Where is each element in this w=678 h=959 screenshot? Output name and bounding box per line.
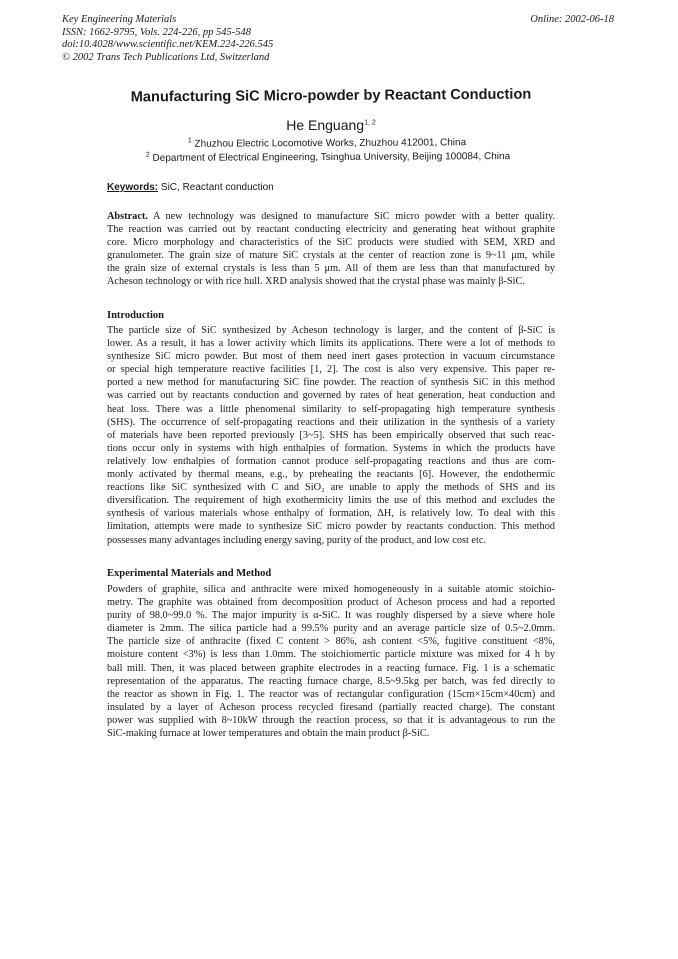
abstract-paragraph <box>107 210 555 289</box>
intro-line: possesses many advantages including energy saving, purity of the product, and low cost etc. <box>107 534 486 546</box>
copyright-line: © 2002 Trans Tech Publications Ltd, Switzerland <box>62 51 270 63</box>
experimental-heading: Experimental Materials and Method <box>107 568 272 579</box>
experimental-paragraph <box>107 583 555 740</box>
keywords-label: Keywords: <box>107 182 159 193</box>
exp-line: the reactor as shown in Fig. 1. The reactor was of rectangular configuration (15cm×15cm×40cm) and <box>107 688 555 700</box>
doi-line: doi:10.4028/www.scientific.net/KEM.224-226.545 <box>62 39 274 50</box>
intro-line: (SHS). The occurrence of self-propagating reactions and their utilization in the synthesis of a variety <box>107 416 555 428</box>
intro-line: of materials have been reported previously [3~5]. SHS has been empirically observed that such reac- <box>107 429 555 441</box>
author-superscript: 1, 2 <box>364 119 376 127</box>
intro-line: lower. As a result, it has a lower activity which limits its applications. There were a lot of methods to <box>107 338 555 350</box>
exp-line: SiC-making furnace at lower temperatures and obtain the main product β-SiC. <box>107 728 430 740</box>
intro-line: or special high temperature reactive facilities [1, 2]. The cost is also very expensive. This paper re- <box>107 364 555 376</box>
exp-line: insulated by a layer of Acheson process recycled firesand (partially reacted charge). The constant <box>107 701 555 713</box>
issn-line: ISSN: 1662-9795, Vols. 224-226, pp 545-548 <box>62 26 251 38</box>
abstract-line: the grain size of external crystals is less than 5 μm. All of them are less than that manufactured by <box>107 263 555 275</box>
affiliation-2 <box>0 150 667 165</box>
exp-line: power was supplied with 8~10kW through the reaction process, so that it is advantageous to run the <box>107 714 555 726</box>
intro-line: relatively low enthalpies of formation cannot produce self-propagating reactions and thus are com- <box>107 455 555 467</box>
affiliation-1-sup: 1 <box>187 137 192 145</box>
abstract-line: granulometer. The grain size of mature SiC crystals at the center of reaction zone is 9~11 μm, while <box>107 250 555 262</box>
exp-line: diameter is 2mm. The silica particle had a 99.5% purity and an average particle size of 0.5~2.0mm. <box>107 623 555 635</box>
author-line <box>0 117 670 133</box>
intro-line: heat loss. There was a little phenomenal similarity to self-propagating high temperature synthesis <box>107 403 555 415</box>
exp-line: representation of the apparatus. The reacting furnace charge, 8.5~9.5kg per batch, was fed directly to <box>107 675 555 687</box>
online-date: Online: 2002-06-18 <box>530 14 614 25</box>
abstract-line: Acheson technology or with rice hull. XRD analysis showed that the crystal phase was mainly β-SiC. <box>107 276 525 288</box>
abstract-line-text: A new technology was designed to manufacture SiC micro powder with a better quality. <box>152 211 555 222</box>
introduction-heading: Introduction <box>107 310 164 321</box>
exp-line: Powders of graphite, silica and anthracite were mixed homogeneously in a suitable atomic stoichio- <box>107 584 555 595</box>
intro-line: monly activated by thermal means, e.g., by preheating the reactants [6]. However, the endothermic <box>107 469 555 481</box>
publication-info <box>62 14 273 64</box>
intro-line: diversification. The requirement of high exothermicity limits the use of this method and excludes the <box>107 495 555 507</box>
intro-line: was carried out by reactants conduction and governed by rates of heat generation, heat conduction and <box>107 390 555 402</box>
affiliation-2-text: Department of Electrical Engineering, Tsinghua University, Beijing 100084, China <box>152 151 511 164</box>
exp-line: ball mill. Then, it was placed between graphite electrodes in a reacting furnace. Fig. 1 is a schematic <box>107 662 555 674</box>
intro-line: The particle size of SiC synthesized by Acheson technology is larger, and the content of β-SiC is <box>107 325 555 336</box>
affiliation-1 <box>0 136 666 151</box>
keywords <box>107 182 274 193</box>
author-name: He Enguang <box>286 117 365 133</box>
intro-line: limitation, attempts were made to synthesize SiC micro powder by reactants conduction. This method <box>107 521 555 533</box>
abstract-label: Abstract. <box>107 211 148 222</box>
keywords-text: SiC, Reactant conduction <box>160 182 274 193</box>
affiliation-1-text: Zhuzhou Electric Locomotive Works, Zhuzhou 412001, China <box>194 137 467 150</box>
intro-line: synthesis of various materials whose enthalpy of formation, ΔH, is relatively low. To deal with this <box>107 508 555 520</box>
abstract-line: core. Micro morphology and characteristics of the SiC products were studied with SEM, XRD and <box>107 237 555 249</box>
exp-line: The particle size of anthracite (fixed C content > 86%, ash content <5%, fugitive constituent <8%, <box>107 636 555 648</box>
intro-line: ported a new method for manufacturing SiC fine powder. The reaction of synthesis SiC in this method <box>107 377 555 389</box>
intro-line: reactions like SiC synthesized with C and SiO₂ are unable to apply the methods of SHS and its <box>107 482 555 494</box>
paper-title: Manufacturing SiC Micro-powder by Reactant Conduction <box>130 86 532 106</box>
exp-line: purity of 98.0~99.0 %. The major impurity is α-SiC. It was roughly dispersed by a sieve where hole <box>107 610 555 622</box>
intro-line: synthesize SiC micro powder. But most of them need inert gases protection in vacuum circumstance <box>107 351 555 363</box>
affiliation-2-sup: 2 <box>145 151 150 159</box>
exp-line: moisture content <3%) is less than 1.0mm. The stoichiomertic particle mixture was mixed for 4 h by <box>107 649 555 661</box>
intro-line: tions occur only in systems with high enthalpies of formation. Systems in which the products have <box>107 442 555 454</box>
journal-name: Key Engineering Materials <box>62 14 177 25</box>
exp-line: metry. The graphite was obtained from decomposition product of Acheson process and had a reported <box>107 597 555 609</box>
introduction-paragraph <box>107 324 555 547</box>
abstract-line: The reaction was carried out by reactant conducting electricity and generating heat without graphite <box>107 224 555 236</box>
abstract-line <box>107 210 555 223</box>
